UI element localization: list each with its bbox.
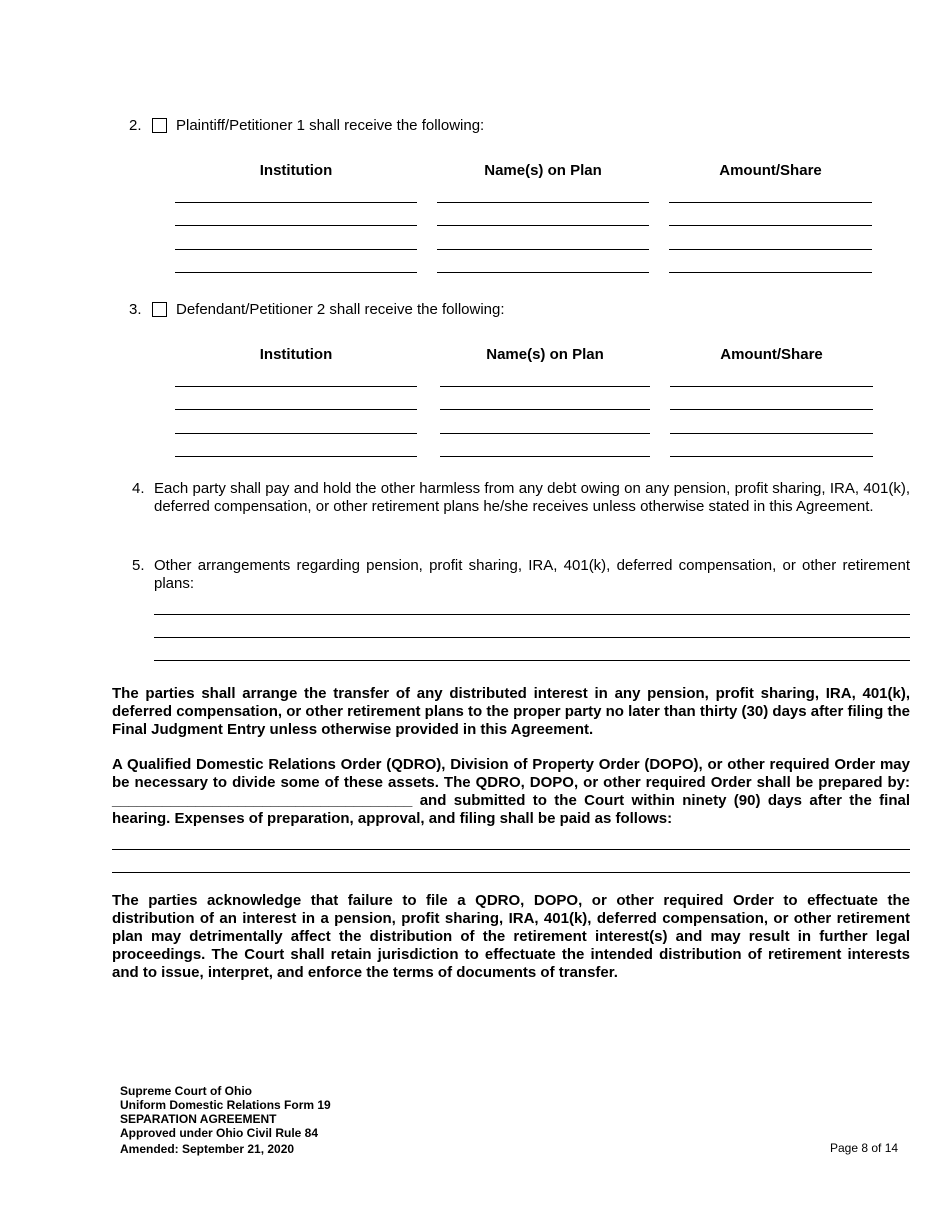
footer-amended: Amended: September 21, 2020 <box>120 1142 295 1156</box>
item-5-number: 5. <box>132 557 145 574</box>
item-2-col-institution: Institution <box>259 162 333 179</box>
blank-line[interactable] <box>437 225 649 226</box>
blank-line[interactable] <box>175 249 417 250</box>
item-4-text: Each party shall pay and hold the other harmless from any debt owing on any pension, profit sharing, IRA, 401(k), deferred compensation, or other retirement plans he/she receives unless otherwise stated in this Agreement. <box>154 480 910 515</box>
blank-line[interactable] <box>440 409 650 410</box>
transfer-paragraph: The parties shall arrange the transfer of any distributed interest in any pension, profit sharing, IRA, 401(k), deferred compensation, or other retirement plans to the proper party no later than thirty (30) days after filing the Final Judgment Entry unless otherwise provided in this Agreement. <box>112 685 910 738</box>
form-footer <box>120 1084 331 1156</box>
item-4-number: 4. <box>132 480 145 497</box>
footer-form-name: Uniform Domestic Relations Form 19 <box>120 1098 331 1112</box>
item-3-col-names: Name(s) on Plan <box>486 346 604 363</box>
item-2-number: 2. <box>129 117 142 134</box>
item-2-col-amount: Amount/Share <box>719 162 822 179</box>
blank-line[interactable] <box>669 202 872 203</box>
blank-line[interactable] <box>175 272 417 273</box>
page-number: Page 8 of 14 <box>830 1141 899 1155</box>
blank-line[interactable] <box>670 433 873 434</box>
blank-line[interactable] <box>175 456 417 457</box>
item-3-col-amount: Amount/Share <box>720 346 823 363</box>
item-5-text: Other arrangements regarding pension, profit sharing, IRA, 401(k), deferred compensation, or other retirement plans: <box>154 557 910 592</box>
blank-line[interactable] <box>669 272 872 273</box>
blank-line[interactable] <box>670 386 873 387</box>
item-3-checkbox[interactable] <box>152 302 167 317</box>
expenses-blank-line-2[interactable] <box>112 872 910 873</box>
item-3-col-institution: Institution <box>259 346 333 363</box>
blank-line[interactable] <box>670 456 873 457</box>
item-5-blank-line-3[interactable] <box>154 660 910 661</box>
qdro-paragraph: A Qualified Domestic Relations Order (QDRO), Division of Property Order (DOPO), or other required Order may be necessary to divide some of these assets. The QDRO, DOPO, or other required Order shall be prepared by: ____________________________________ and submitted to the Court within ninety (90) days after the final hearing. Expenses of preparation, approval, and filing shall be paid as follows: <box>112 756 910 827</box>
blank-line[interactable] <box>175 202 417 203</box>
blank-line[interactable] <box>669 225 872 226</box>
blank-line[interactable] <box>175 433 417 434</box>
blank-line[interactable] <box>175 225 417 226</box>
footer-court: Supreme Court of Ohio <box>120 1084 252 1098</box>
blank-line[interactable] <box>437 249 649 250</box>
item-2-col-names: Name(s) on Plan <box>484 162 602 179</box>
blank-line[interactable] <box>437 272 649 273</box>
blank-line[interactable] <box>440 433 650 434</box>
item-3-label: Defendant/Petitioner 2 shall receive the following: <box>176 301 505 318</box>
blank-line[interactable] <box>175 386 417 387</box>
blank-line[interactable] <box>437 202 649 203</box>
item-2-checkbox[interactable] <box>152 118 167 133</box>
acknowledge-paragraph: The parties acknowledge that failure to file a QDRO, DOPO, or other required Order to effectuate the distribution of an interest in a pension, profit sharing, IRA, 401(k), deferred compensation, or other retirement plan may detrimentally affect the distribution of the retirement interest(s) and may result in further legal proceedings. The Court shall retain jurisdiction to effectuate the intended distribution of retirement interests and to issue, interpret, and enforce the terms of documents of transfer. <box>112 892 910 981</box>
item-2-label: Plaintiff/Petitioner 1 shall receive the following: <box>176 117 485 134</box>
item-3-number: 3. <box>129 301 142 318</box>
footer-title: SEPARATION AGREEMENT <box>120 1112 277 1126</box>
item-5-blank-line-1[interactable] <box>154 614 910 615</box>
blank-line[interactable] <box>670 409 873 410</box>
blank-line[interactable] <box>440 386 650 387</box>
item-5-blank-line-2[interactable] <box>154 637 910 638</box>
blank-line[interactable] <box>175 409 417 410</box>
blank-line[interactable] <box>669 249 872 250</box>
footer-rule: Approved under Ohio Civil Rule 84 <box>120 1126 319 1140</box>
blank-line[interactable] <box>440 456 650 457</box>
expenses-blank-line-1[interactable] <box>112 849 910 850</box>
